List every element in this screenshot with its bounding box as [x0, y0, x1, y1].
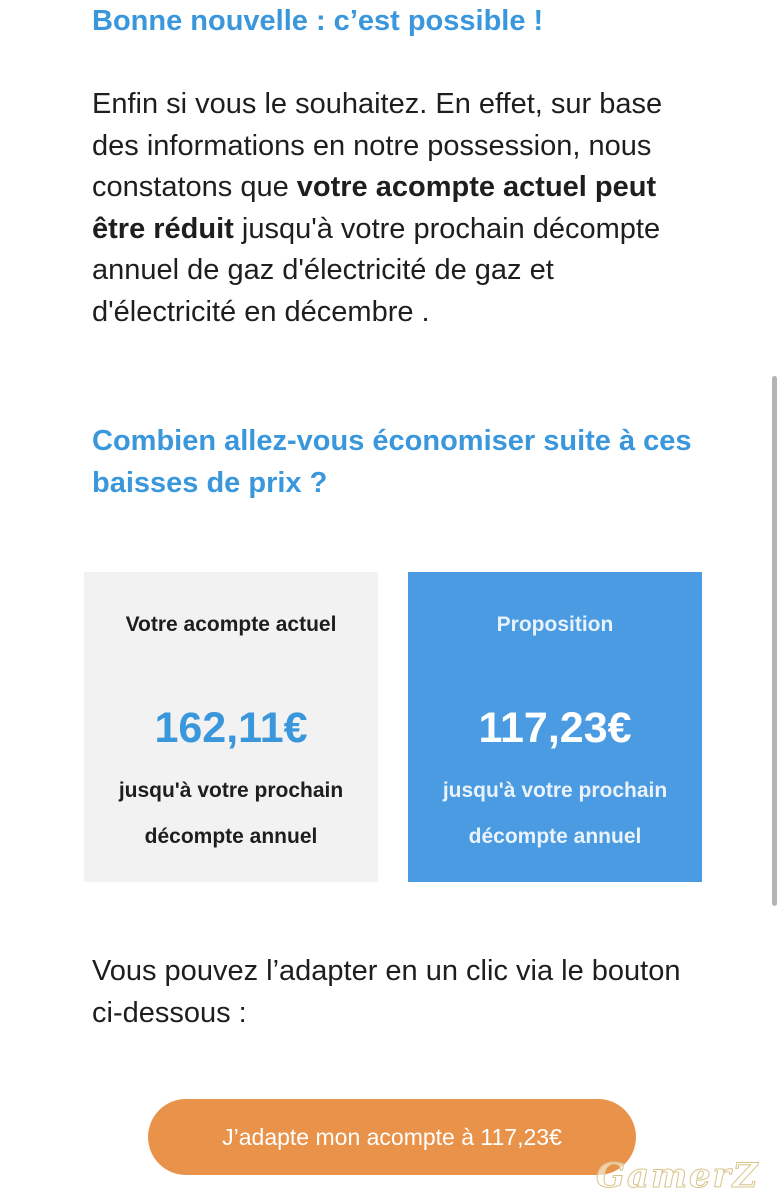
- intro-text-start: Enfin si vous le souhaitez. En effet, sur base des informations en notre possession, nous constatons que: [92, 88, 663, 203]
- intro-text-bold: votre acompte actuel peut être réduit: [92, 171, 657, 245]
- proposal-subtitle-line2: décompte annuel: [468, 825, 642, 848]
- proposal-amount: 117,23€: [478, 704, 632, 752]
- current-deposit-subtitle-line2: décompte annuel: [144, 825, 318, 848]
- proposal-subtitle-line1: jusqu'à votre prochain: [442, 779, 668, 802]
- adapt-instruction: Vous pouvez l’adapter en un clic via le bouton ci-dessous :: [92, 955, 681, 1029]
- proposal-subtitle: [408, 768, 702, 860]
- proposal-title: Proposition: [496, 613, 614, 636]
- savings-heading: Combien allez-vous économiser suite à ces baisses de prix ?: [92, 425, 692, 499]
- current-deposit-amount: 162,11€: [154, 704, 308, 752]
- watermark: GamerZ: [596, 1156, 760, 1196]
- current-deposit-subtitle-line1: jusqu'à votre prochain: [118, 779, 344, 802]
- scrollbar[interactable]: [772, 376, 777, 906]
- intro-paragraph: [92, 84, 702, 333]
- adapt-deposit-button[interactable]: J’adapte mon acompte à 117,23€: [148, 1099, 636, 1175]
- intro-text-end: jusqu'à votre prochain décompte annuel de gaz d'électricité de gaz et d'électricité en décembre .: [92, 212, 661, 328]
- current-deposit-title: Votre acompte actuel: [125, 613, 337, 636]
- current-deposit-subtitle: [84, 768, 378, 860]
- proposal-card: [408, 572, 702, 882]
- current-deposit-card: [84, 572, 378, 882]
- headline: Bonne nouvelle : c’est possible !: [92, 5, 544, 37]
